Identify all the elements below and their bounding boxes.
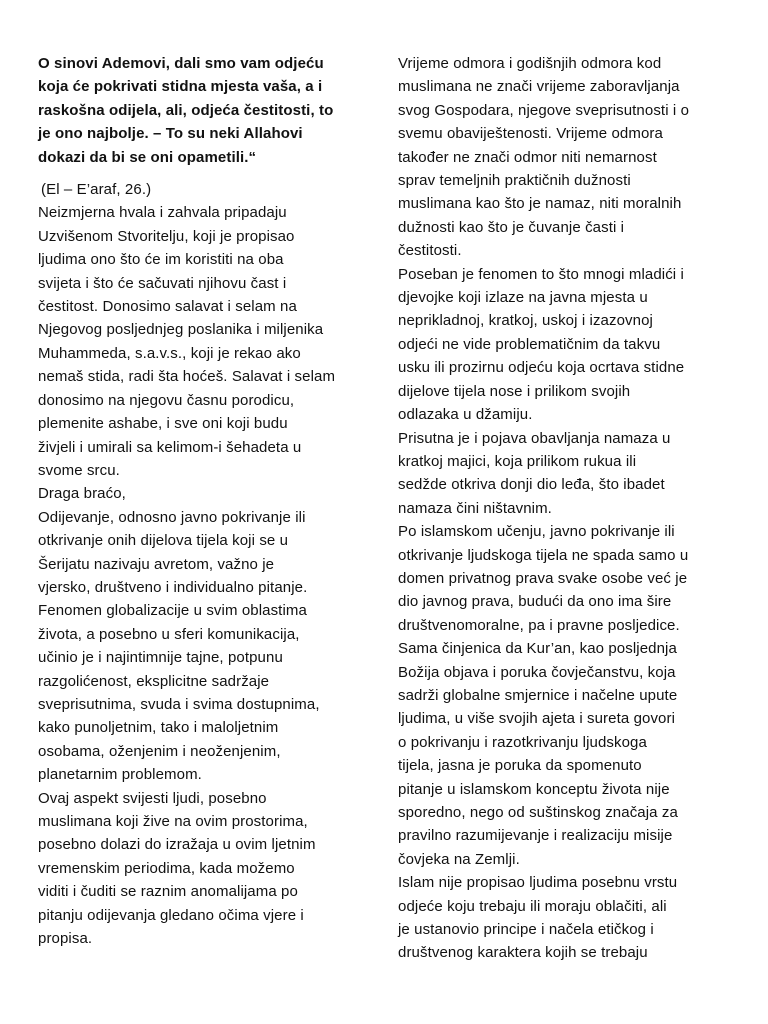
text-line: društvenog karaktera kojih se trebaju [398, 944, 648, 962]
text-line: planetarnim problemom. [38, 766, 202, 784]
text-line: o pokrivanju i razotkrivanju ljudskoga [398, 733, 647, 751]
text-line: Po islamskom učenju, javno pokrivanje ili [398, 523, 675, 541]
quote-reference: (El – E’araf, 26.) [41, 181, 152, 199]
text-line: sporedno, nego od suštinskog značaja za [398, 804, 678, 821]
text-line: osobama, oženjenim i neoženjenim, [38, 742, 281, 760]
text-line: pitanju odijevanja gledano očima vjere i [38, 906, 304, 924]
text-line: propisa. [38, 930, 93, 948]
text-line: tijela, jasna je poruka da spomenuto [398, 757, 642, 775]
text-line: djevojke koji izlaze na javna mjesta u [398, 289, 648, 307]
text-line: odjeće koju trebaju ili moraju oblačiti, ali [398, 897, 667, 915]
quote-line: koja će pokrivati stidna mjesta vaša, a i [38, 78, 323, 96]
text-line: muslimana ne znači vrijeme zaboravljanja [398, 78, 680, 96]
text-line: svog Gospodara, njegove sveprisutnosti i o [398, 101, 690, 119]
text-line: usku ili prozirnu odjeću koja ocrtava stidne [398, 359, 685, 377]
text-line: posebno dolazi do izražaja u ovim ljetnim [38, 836, 316, 854]
right-column [398, 52, 728, 965]
text-line: Sama činjenica da Kur’an, kao posljednja [398, 640, 677, 658]
text-line: sveprisutnima, svuda i svima dostupnima, [38, 695, 320, 713]
text-line: dijelove tijela nose i prilikom svojih [398, 382, 631, 400]
text-line: vjersko, društveno i individualno pitanje. [38, 578, 308, 596]
text-line: Vrijeme odmora i godišnjih odmora kod [398, 55, 662, 72]
text-line: sedžde otkriva donji dio leđa, što ibadet [398, 476, 665, 494]
text-line: sadrži globalne smjernice i načelne upute [398, 686, 678, 704]
text-line: života, a posebno u sferi komunikacija, [38, 625, 300, 643]
text-line: Prisutna je i pojava obavljanja namaza u [398, 429, 671, 447]
text-line: Muhammeda, s.a.v.s., koji je rekao ako [38, 344, 301, 362]
text-line: Šerijatu nazivaju avretom, važno je [38, 555, 275, 573]
text-line: dio javnog prava, budući da ono ima šire [398, 593, 672, 611]
quote-line: O sinovi Ademovi, dali smo vam odjeću [38, 55, 324, 72]
left-column [38, 52, 356, 950]
text-line: nemaš stida, radi šta hoćeš. Salavat i selam [38, 368, 336, 386]
text-line: čestitosti. [398, 242, 462, 260]
text-line: ljudima ono što će im koristiti na oba [38, 251, 284, 269]
text-line: Ovaj aspekt svijesti ljudi, posebno [38, 789, 267, 807]
text-line: razgolićenost, eksplicitne sadržaje [38, 672, 270, 690]
text-line: plemenite ashabe, i sve oni koji budu [38, 415, 288, 433]
text-line: ljudima, u više svojih ajeta i sureta govori [398, 710, 676, 728]
text-line: Draga braćo, [38, 485, 126, 503]
text-line: svijeta i što će sačuvati njihovu čast i [38, 274, 287, 292]
text-line: Božija objava i poruka čovječanstvu, koja [398, 663, 676, 681]
text-line: društvenomoralne, pa i pravne posljedice. [398, 616, 680, 634]
text-line: domen privatnog prava svake osobe već je [398, 569, 688, 587]
text-line: Islam nije propisao ljudima posebnu vrstu [398, 874, 678, 892]
text-line: Fenomen globalizacije u svim oblastima [38, 602, 307, 620]
text-line: muslimana kao što je namaz, niti moralnih [398, 195, 682, 213]
text-line: pitanje u islamskom konceptu života nije [398, 780, 670, 798]
text-line: svemu obaviještenosti. Vrijeme odmora [398, 125, 663, 143]
quran-quote [38, 52, 356, 169]
text-line: sprav temeljnih praktičnih dužnosti [398, 172, 631, 190]
text-line: kratkoj majici, koja prilikom rukua ili [398, 452, 637, 470]
left-body-text [38, 201, 356, 950]
text-line: Poseban je fenomen to što mnogi mladići i [398, 265, 684, 283]
text-line: donosimo na njegovu časnu porodicu, [38, 391, 295, 409]
text-line: pravilno razumijevanje i realizaciju misije [398, 827, 673, 845]
text-line: muslimana koji žive na ovim prostorima, [38, 813, 308, 830]
text-line: odlazaka u džamiju. [398, 406, 533, 424]
text-line: otkrivanje ljudskoga tijela ne spada samo u [398, 546, 689, 564]
quote-line: dokazi da bi se oni opametili.“ [38, 148, 257, 166]
text-line: Uzvišenom Stvoritelju, koji je propisao [38, 227, 295, 245]
text-line: je ustanovio principe i načela etičkog i [398, 921, 654, 939]
text-line: namaza čini ništavnim. [398, 499, 552, 517]
text-line: neprikladnoj, kratkoj, uskoj i izazovnoj [398, 312, 653, 330]
text-line: otkrivanje onih dijelova tijela koji se u [38, 532, 289, 550]
text-line: vremenskim periodima, kada možemo [38, 859, 295, 877]
text-line: odjeći ne vide problematičnim da takvu [398, 335, 661, 353]
text-line: Njegovog posljednjeg poslanika i miljenika [38, 321, 324, 339]
text-line: živjeli i umirali sa kelimom-i šehadeta u [38, 438, 302, 456]
quote-line: raskošna odijela, ali, odjeća čestitosti, to [38, 101, 334, 119]
quote-line: je ono najbolje. – To su neki Allahovi [38, 125, 303, 143]
text-line: viditi i čuditi se raznim anomalijama po [38, 883, 298, 901]
text-line: dužnosti kao što je čuvanje časti i [398, 218, 625, 236]
text-line: svome srcu. [38, 461, 120, 479]
text-line: Odijevanje, odnosno javno pokrivanje ili [38, 508, 306, 526]
text-line: također ne znači odmor niti nemarnost [398, 148, 657, 166]
text-line: Neizmjerna hvala i zahvala pripadaju [38, 204, 287, 222]
text-line: učinio je i najintimnije tajne, potpunu [38, 649, 283, 667]
text-line: čovjeka na Zemlji. [398, 850, 520, 868]
text-line: čestitost. Donosimo salavat i selam na [38, 298, 297, 316]
text-line: kako punoljetnim, tako i maloljetnim [38, 719, 279, 737]
